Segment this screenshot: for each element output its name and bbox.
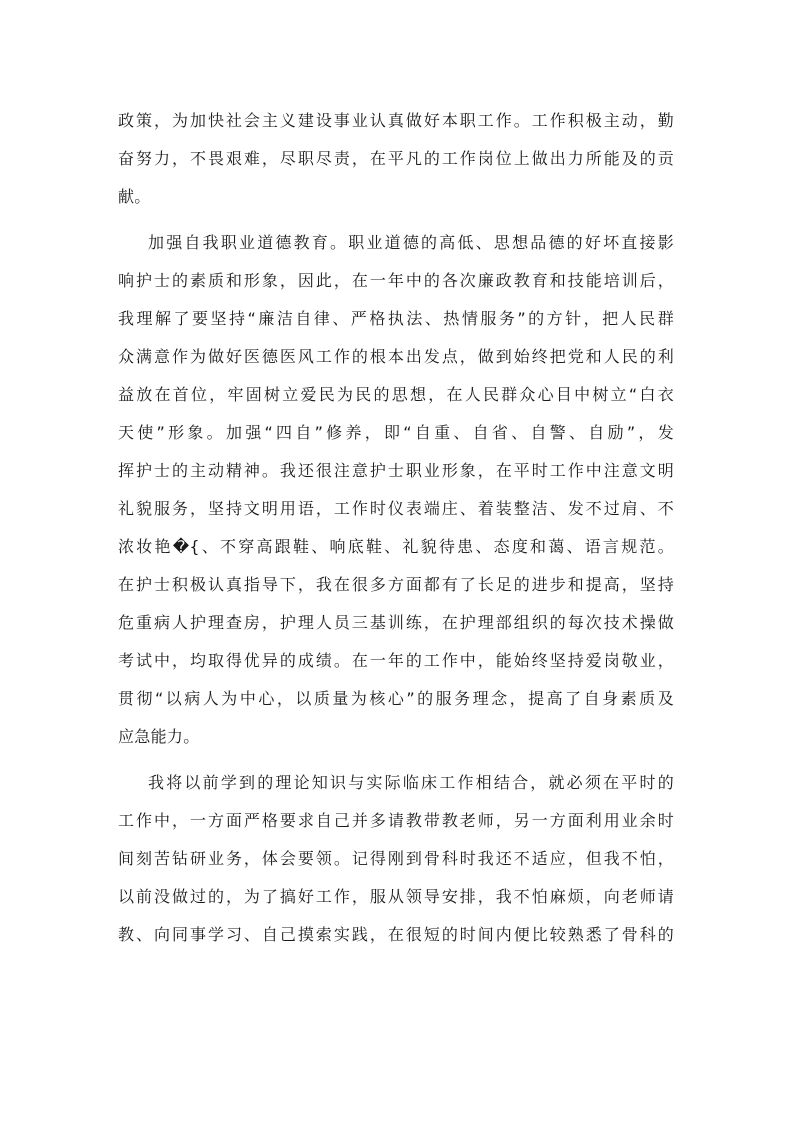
text-line: 政策，为加快社会主义建设事业认真做好本职工作。工作积极主动，勤 — [118, 111, 674, 130]
text-line: 加强自我职业道德教育。职业道德的高低、思想品德的好坏直接影 — [148, 233, 674, 252]
text-line: 献。 — [118, 187, 151, 206]
paragraph-1 — [118, 102, 674, 216]
text-line: 奋努力，不畏艰难，尽职尽责，在平凡的工作岗位上做出力所能及的贡 — [118, 149, 674, 168]
text-line: 以前没做过的，为了搞好工作，服从领导安排，我不怕麻烦，向老师请 — [118, 887, 674, 906]
text-line: 响护士的素质和形象，因此，在一年中的各次廉政教育和技能培训后， — [118, 271, 674, 290]
text-line: 挥护士的主动精神。我还很注意护士职业形象，在平时工作中注意文明 — [118, 461, 674, 480]
text-line: 应急能力。 — [118, 727, 200, 746]
text-line: 工作中，一方面严格要求自己并多请教带教老师，另一方面利用业余时 — [118, 811, 674, 830]
text-line: 浓妆艳�{、不穿高跟鞋、响底鞋、礼貌待患、态度和蔼、语言规范。 — [118, 537, 674, 556]
paragraph-spacer — [118, 216, 674, 224]
text-line: 我理解了要坚持“廉洁自律、严格执法、热情服务”的方针，把人民群 — [118, 309, 674, 328]
paragraph-2 — [118, 224, 674, 756]
paragraph-spacer — [118, 756, 674, 764]
text-line: 危重病人护理查房，护理人员三基训练，在护理部组织的每次技术操做 — [118, 613, 674, 632]
text-line: 间刻苦钻研业务，体会要领。记得刚到骨科时我还不适应，但我不怕， — [118, 849, 674, 868]
text-line: 教、向同事学习、自己摸索实践，在很短的时间内便比较熟悉了骨科的 — [118, 925, 674, 944]
text-line: 众满意作为做好医德医风工作的根本出发点，做到始终把党和人民的利 — [118, 347, 674, 366]
text-line: 我将以前学到的理论知识与实际临床工作相结合，就必须在平时的 — [148, 773, 674, 792]
text-line: 益放在首位，牢固树立爱民为民的思想，在人民群众心目中树立“白衣 — [118, 385, 674, 404]
text-line: 礼貌服务，坚持文明用语，工作时仪表端庄、着装整洁、发不过肩、不 — [118, 499, 674, 518]
paragraph-3 — [118, 764, 674, 954]
text-line: 在护士积极认真指导下，我在很多方面都有了长足的进步和提高，坚持 — [118, 575, 674, 594]
document-body — [118, 102, 674, 954]
text-line: 天使”形象。加强“四自”修养，即“自重、自省、自警、自励”，发 — [118, 423, 674, 442]
text-line: 考试中，均取得优异的成绩。在一年的工作中，能始终坚持爱岗敬业， — [118, 651, 674, 670]
text-line: 贯彻“以病人为中心，以质量为核心”的服务理念，提高了自身素质及 — [118, 689, 674, 708]
